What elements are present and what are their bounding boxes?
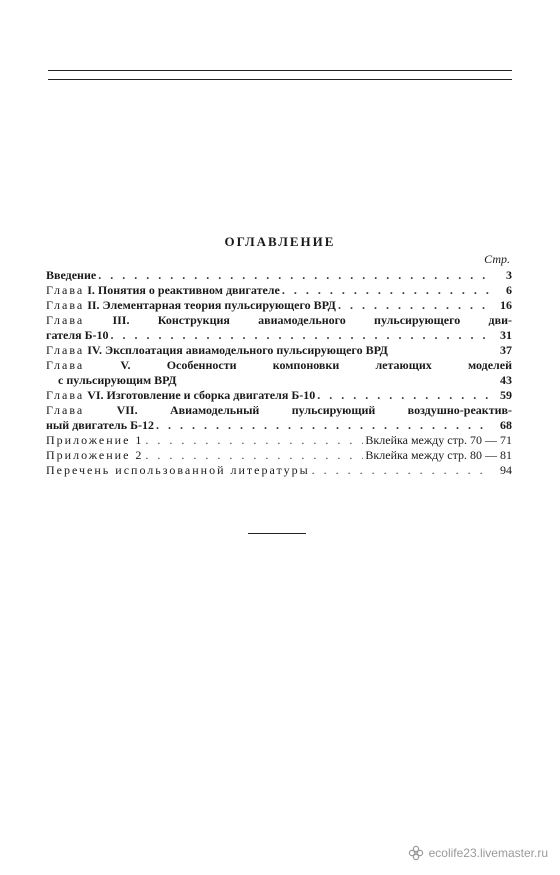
toc-entry-label-line1: VII. Авиамодельный пульсирующий воздушно-реактив-	[116, 403, 512, 417]
toc-entry-appendix-1	[46, 433, 512, 448]
toc-entry-prefix: Глава	[46, 298, 85, 312]
leader-dots	[145, 433, 363, 448]
page-title: ОГЛАВЛЕНИЕ	[224, 234, 336, 249]
toc-entry-chapter-4	[46, 343, 512, 358]
toc-entry-prefix: Глава	[46, 388, 85, 402]
toc-entry-label: VI. Изготовление и сборка двигателя Б-10	[87, 388, 316, 402]
toc-entry-prefix: Глава	[46, 403, 85, 417]
toc-entry-page: 3	[506, 268, 512, 282]
leader-dots	[145, 448, 363, 463]
toc-entry-page: 94	[500, 463, 512, 477]
toc-entry-prefix: Глава	[46, 343, 85, 357]
toc-entry-label: I. Понятия о реактивном двигателе	[87, 283, 280, 297]
toc-entry-label: Приложение 1	[46, 433, 144, 447]
toc-entry-prefix: Глава	[46, 358, 85, 372]
toc-entry-label: Приложение 2	[46, 448, 144, 462]
toc-entry-chapter-2	[46, 298, 512, 313]
toc-entry-chapter-5	[46, 358, 512, 388]
toc-entry-page: 68	[500, 418, 512, 432]
toc-entry-page: 31	[500, 328, 512, 342]
leader-dots	[282, 283, 492, 298]
toc-entry-references	[46, 463, 512, 478]
toc-entry-page: 43	[500, 373, 512, 387]
page-column-header: Стр.	[484, 252, 510, 266]
toc-entry-label-line2: с пульсирующим ВРД	[58, 373, 177, 387]
toc-entry-chapter-1	[46, 283, 512, 298]
toc-entry-chapter-7	[46, 403, 512, 433]
top-rule	[48, 70, 512, 71]
watermark-text: ecolife23.livemaster.ru	[428, 846, 548, 860]
leader-dots	[98, 268, 492, 283]
top-rule-second	[48, 79, 512, 80]
toc-entry-page: 59	[500, 388, 512, 402]
toc-entry-chapter-3	[46, 313, 512, 343]
toc-entry-label: IV. Эксплоатация авиамодельного пульсирующего ВРД	[87, 343, 388, 357]
leader-dots	[338, 298, 492, 313]
toc-entry-note: Вклейка между стр. 80 — 81	[365, 448, 512, 462]
toc-entry-label-line1: V. Особенности компоновки летающих моделей	[120, 358, 512, 372]
toc-entry-page: 37	[500, 343, 512, 357]
leader-dots	[111, 328, 492, 343]
toc-entry-page: 16	[500, 298, 512, 312]
closing-rule	[248, 533, 306, 534]
toc-entry-prefix: Глава	[46, 283, 85, 297]
leader-dots	[156, 418, 492, 433]
leader-dots	[312, 463, 492, 478]
toc-entry-label-line2: гателя Б-10	[46, 328, 109, 342]
toc-entry-page: 6	[506, 283, 512, 297]
flower-logo-icon	[408, 845, 424, 861]
table-of-contents	[46, 268, 512, 478]
toc-entry-label: Перечень использованной литературы	[46, 463, 310, 477]
leader-dots	[317, 388, 492, 403]
watermark	[408, 845, 548, 861]
toc-entry-label-line2: ный двигатель Б-12	[46, 418, 155, 432]
toc-entry-intro	[46, 268, 512, 283]
toc-entry-label: II. Элементарная теория пульсирующего ВРД	[87, 298, 336, 312]
toc-entry-chapter-6	[46, 388, 512, 403]
toc-entry-label: Введение	[46, 268, 97, 282]
toc-entry-appendix-2	[46, 448, 512, 463]
toc-entry-prefix: Глава	[46, 313, 85, 327]
toc-entry-label-line1: III. Конструкция авиамодельного пульсирующего дви-	[112, 313, 513, 327]
toc-entry-note: Вклейка между стр. 70 — 71	[365, 433, 512, 447]
